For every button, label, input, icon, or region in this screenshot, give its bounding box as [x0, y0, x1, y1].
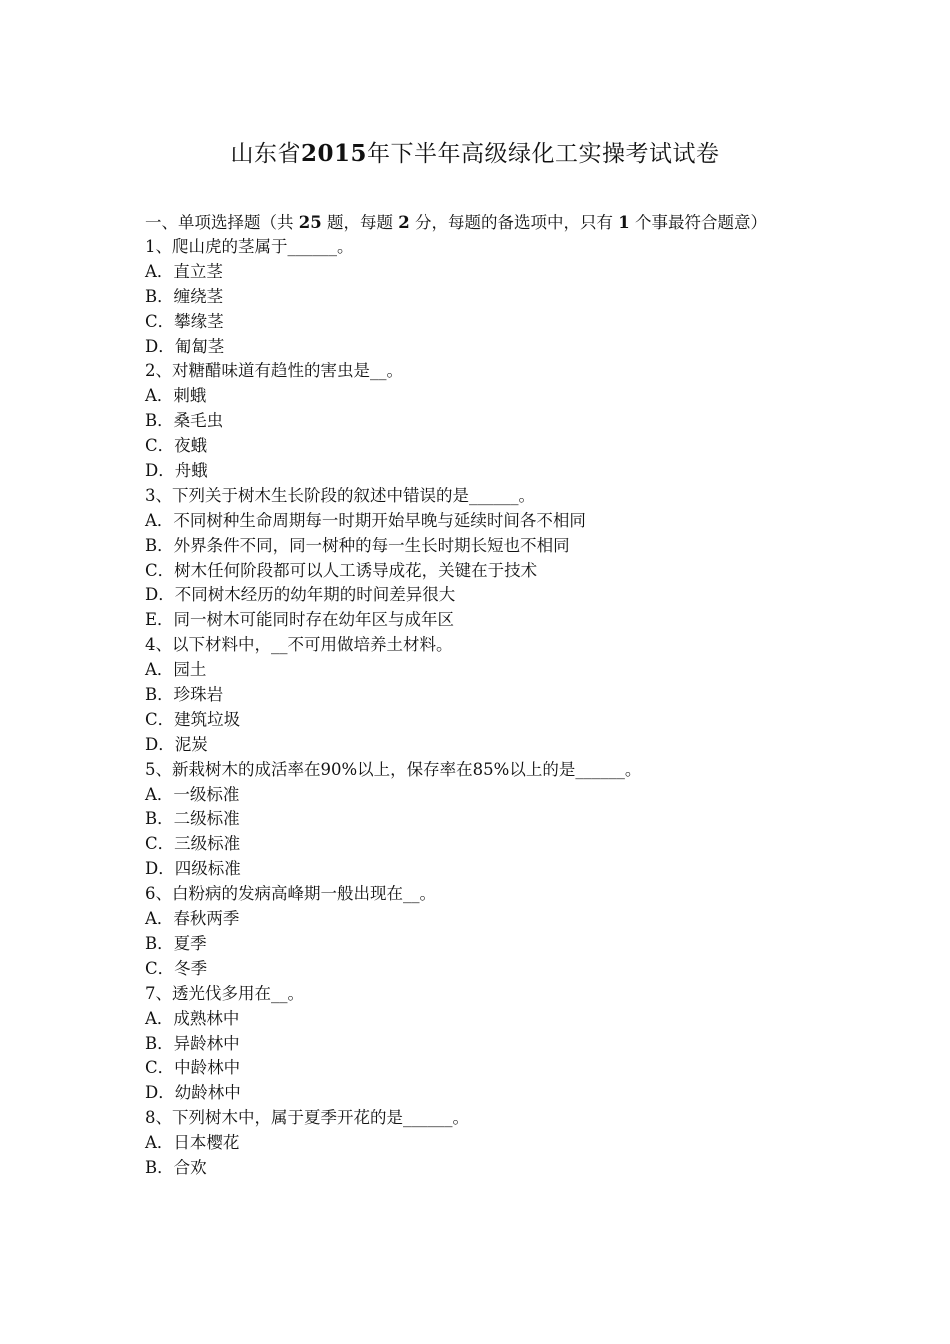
- question-block: [145, 484, 810, 633]
- answer-option: B．二级标准: [145, 809, 240, 829]
- answer-option: A．刺蛾: [145, 386, 207, 406]
- question-block: [145, 235, 810, 359]
- title-prefix: 山东省: [230, 141, 301, 167]
- title-suffix: 年下半年高级绿化工实操考试试卷: [367, 141, 720, 167]
- answer-option: B．外界条件不同，同一树种的每一生长时期长短也不相同: [145, 535, 570, 555]
- answer-option: B．合欢: [145, 1157, 207, 1177]
- question-stem: 7、透光伐多用在__。: [145, 983, 304, 1003]
- answer-option: D．泥炭: [145, 734, 208, 754]
- answer-option: D．四级标准: [145, 859, 241, 879]
- answer-option: D．舟蛾: [145, 461, 208, 481]
- section-text-3: 分，每题的备选项中，只有: [414, 213, 613, 232]
- question-stem: 4、以下材料中，__不可用做培养土材料。: [145, 635, 453, 655]
- answer-option: A．不同树种生命周期每一时期开始早晚与延续时间各不相同: [145, 510, 586, 530]
- answer-option: A．日本樱花: [145, 1133, 240, 1153]
- answer-option: C．建筑垃圾: [145, 709, 241, 729]
- question-block: [145, 982, 810, 1106]
- answer-option: C．攀缘茎: [145, 311, 224, 331]
- answer-option: A．春秋两季: [145, 909, 240, 929]
- title-year: 2015: [300, 140, 367, 167]
- answer-option: C．三级标准: [145, 834, 241, 854]
- answer-option: B．珍珠岩: [145, 685, 224, 705]
- answer-option: A．直立茎: [145, 261, 223, 281]
- question-list: [145, 235, 810, 1181]
- answer-option: C．中龄林中: [145, 1058, 241, 1078]
- page-title: [0, 138, 950, 170]
- question-block: [145, 359, 810, 483]
- question-stem: 1、爬山虎的茎属于______。: [145, 237, 354, 256]
- section-number-correct: 1: [618, 213, 630, 232]
- answer-option: B．桑毛虫: [145, 411, 224, 431]
- answer-option: C．夜蛾: [145, 436, 208, 456]
- question-stem: 6、白粉病的发病高峰期一般出现在__。: [145, 884, 436, 904]
- answer-option: E．同一树木可能同时存在幼年区与成年区: [145, 610, 455, 630]
- answer-option: A．成熟林中: [145, 1008, 240, 1028]
- question-block: [145, 633, 810, 757]
- exam-content: [145, 210, 810, 1181]
- answer-option: A．一级标准: [145, 784, 240, 804]
- section-text-4: 个事最符合题意）: [634, 213, 767, 232]
- section-heading: [145, 210, 810, 235]
- answer-option: B．异龄林中: [145, 1033, 240, 1053]
- section-text-1: 一、单项选择题（共: [145, 213, 294, 232]
- question-block: [145, 882, 810, 982]
- answer-option: B．夏季: [145, 933, 207, 953]
- answer-option: C．树木任何阶段都可以人工诱导成花，关键在于技术: [145, 560, 538, 580]
- question-stem: 8、下列树木中，属于夏季开花的是______。: [145, 1108, 469, 1128]
- question-stem: 3、下列关于树木生长阶段的叙述中错误的是______。: [145, 485, 535, 505]
- question-block: [145, 758, 810, 882]
- section-number-questions: 25: [298, 213, 322, 232]
- section-number-points: 2: [398, 213, 410, 232]
- answer-option: A．园土: [145, 660, 207, 680]
- answer-option: D．不同树木经历的幼年期的时间差异很大: [145, 585, 456, 605]
- question-block: [145, 1106, 810, 1181]
- answer-option: C．冬季: [145, 958, 208, 978]
- section-text-2: 题，每题: [326, 213, 393, 232]
- answer-option: D．幼龄林中: [145, 1083, 241, 1103]
- answer-option: D．匍匐茎: [145, 336, 225, 356]
- answer-option: B．缠绕茎: [145, 286, 224, 306]
- question-stem: 2、对糖醋味道有趋性的害虫是__。: [145, 361, 403, 381]
- question-stem: 5、新栽树木的成活率在90%以上，保存率在85%以上的是______。: [145, 759, 642, 779]
